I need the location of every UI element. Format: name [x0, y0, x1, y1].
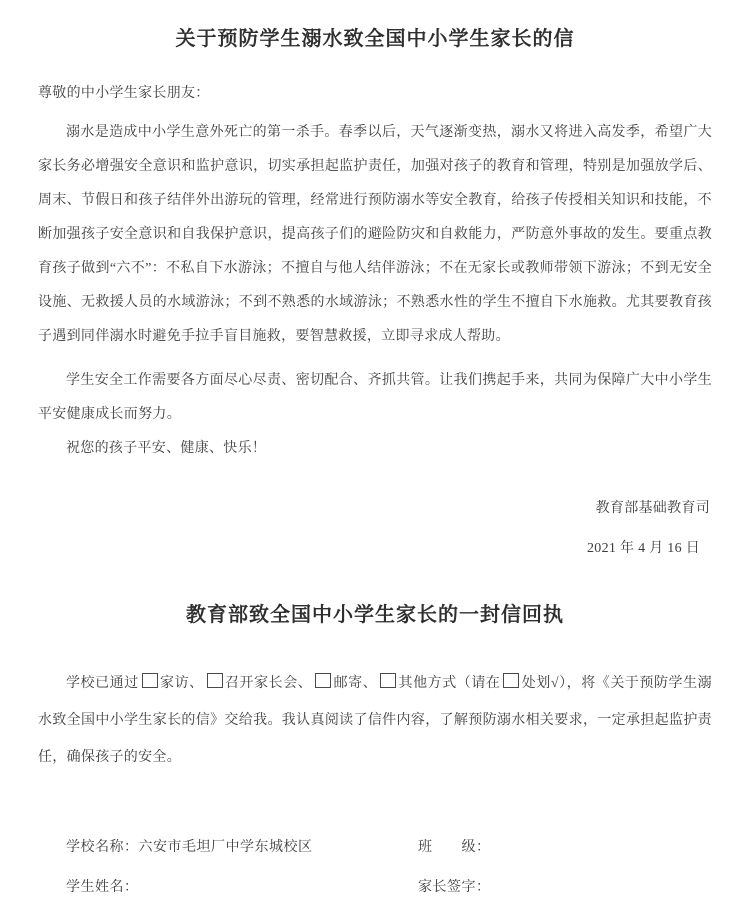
receipt-paragraph [38, 665, 712, 776]
receipt-option-home-visit: 家访、 [159, 676, 204, 691]
form-row-student-parent [38, 876, 712, 900]
letter-wish-line: 祝您的孩子平安、健康、快乐！ [66, 441, 267, 456]
receipt-lead-text: 学校已通过 [66, 676, 139, 691]
receipt-option-mail: 邮寄、 [333, 676, 378, 691]
checkbox-other-method[interactable] [380, 673, 396, 688]
parent-signature-field [418, 876, 712, 900]
receipt-form [38, 836, 712, 900]
school-name-label: 学校名称： [66, 840, 139, 855]
form-row-school-class [38, 836, 712, 860]
signature-department: 教育部基础教育司 [595, 501, 710, 516]
letter-paragraph-main: 溺水是造成中小学生意外死亡的第一杀手。春季以后，天气逐渐变热，溺水又将进入高发季，希望广大家长务必增强安全意识和监护意识，切实承担起监护责任，加强对孩子的教育和管理，特别是加强放学后、周末、节假日和孩子结伴外出游玩的管理，经常进行预防溺水等安全教育，给孩子传授相关知识和技能，不断加强孩子安全意识和自我保护意识，提高孩子们的避险防灾和自救能力，严防意外事故的发生。要重点教育孩子做到“六不”：不私自下水游泳；不擅自与他人结伴游泳；不在无家长或教师带领下游泳；不到无安全设施、无救援人员的水域游泳；不到不熟悉的水域游泳；不熟悉水性的学生不擅自下水施救。尤其要教育孩子遇到同伴溺水时避免手拉手盲目施救，要智慧救援，立即寻求成人帮助。 [38, 125, 712, 344]
checkbox-parent-meeting[interactable] [207, 673, 223, 688]
checkbox-home-visit[interactable] [142, 673, 158, 688]
receipt-option-other: 其他方式（请在 [398, 676, 501, 691]
salutation: 尊敬的中小学生家长朋友： [38, 86, 210, 101]
class-label: 班 级： [418, 840, 491, 855]
checkbox-mark-here[interactable] [503, 673, 519, 688]
letter-paragraph-cooperation: 学生安全工作需要各方面尽心尽责、密切配合、齐抓共管。让我们携起手来，共同为保障广大中小学生平安健康成长而努力。 [38, 373, 712, 422]
school-name-field [66, 836, 418, 860]
receipt-tail-text: 处划√），将《关于预防学生溺水致全国中小学生家长的信》交给我。我认真阅读了信件内容，了解预防溺水相关要求，一定承担起监护责任，确保孩子的安全。 [38, 676, 712, 765]
receipt-option-parent-meeting: 召开家长会、 [224, 676, 313, 691]
receipt-title: 教育部致全国中小学生家长的一封信回执 [186, 604, 564, 626]
checkbox-mail[interactable] [315, 673, 331, 688]
class-field [418, 836, 712, 860]
parent-signature-label: 家长签字： [418, 880, 491, 895]
student-name-label: 学生姓名： [66, 880, 139, 895]
letter-title: 关于预防学生溺水致全国中小学生家长的信 [175, 28, 575, 50]
school-name-value: 六安市毛坦厂中学东城校区 [138, 840, 313, 855]
student-name-field [66, 876, 418, 900]
signature-date: 2021 年 4 月 16 日 [587, 541, 700, 556]
